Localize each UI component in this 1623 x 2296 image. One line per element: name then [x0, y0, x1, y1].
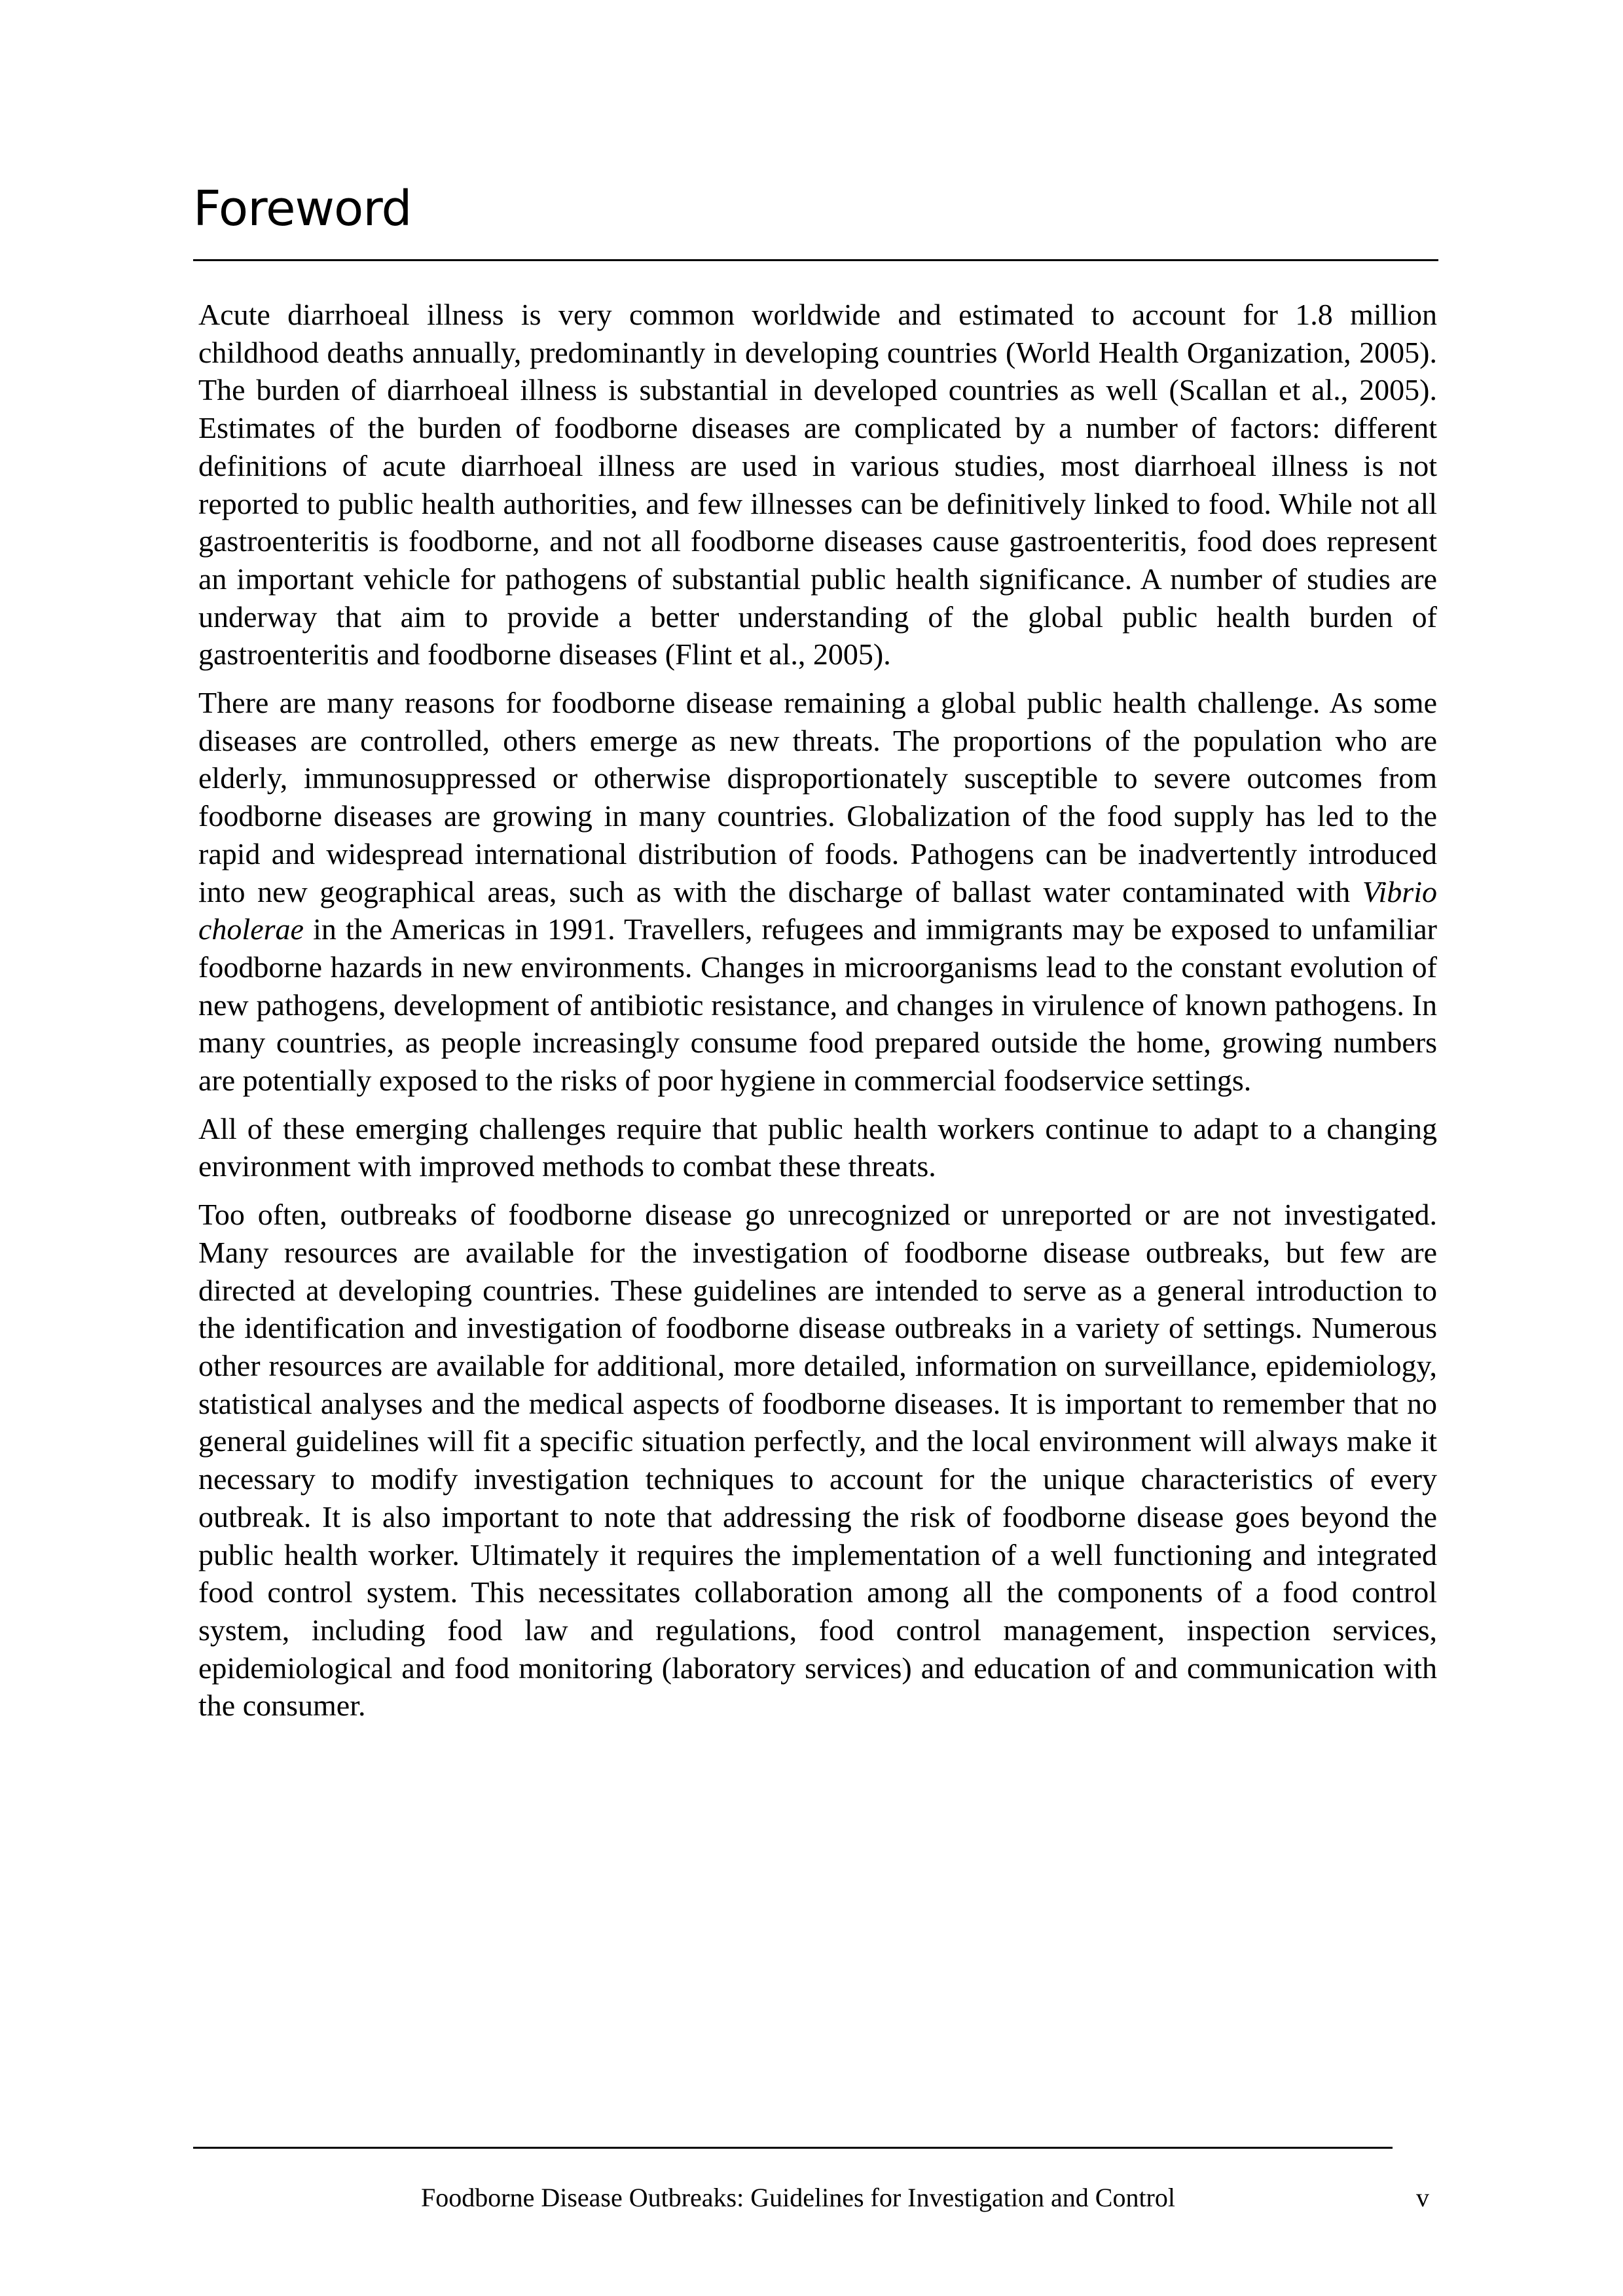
paragraph-2-end: in the Americas in 1991. Travellers, refugees and immigrants may be exposed to unfamiliar foodborne hazards in new environments. Changes in microorganisms lead to the constant evolution of new pathogens, development of antibiotic resistance, and changes in virulence of known pathogens. In many countries, as people increasingly consume food prepared outside the home, growing numbers are potentially exposed to the risks of poor hygiene in commercial foodservice settings. [198, 912, 1437, 1098]
paragraph-2-start: There are many reasons for foodborne disease remaining a global public health challenge. As some diseases are controlled, others emerge as new threats. The proportions of the population who are elderly, immunosuppressed or otherwise disproportionately susceptible to severe outcomes from foodborne diseases are growing in many countries. Globalization of the food supply has led to the rapid and widespread international distribution of foods. Pathogens can be inadvertently introduced into new geographical areas, such as with the discharge of ballast water contaminated with [198, 686, 1437, 908]
footer-document-title: Foodborne Disease Outbreaks: Guidelines for Investigation and Control [421, 2183, 1175, 2212]
paragraph-3: All of these emerging challenges require that public health workers continue to adapt to a changing environment with improved methods to combat these threats. [198, 1111, 1437, 1183]
paragraph-2 [198, 684, 1437, 1100]
title-divider [193, 259, 1438, 261]
footer-divider [193, 2147, 1393, 2149]
page-number: v [1416, 2183, 1429, 2212]
paragraph-1: Acute diarrhoeal illness is very common worldwide and estimated to account for 1.8 million childhood deaths annually, predominantly in developing countries (World Health Organization, 2005). The burden of diarrhoeal illness is substantial in developed countries as well (Scallan et al., 2005). Estimates of the burden of foodborne diseases are complicated by a number of factors: different definitions of acute diarrhoeal illness are used in various studies, most diarrhoeal illness is not reported to public health authorities, and few illnesses can be definitively linked to food. While not all gastroenteritis is foodborne, and not all foodborne diseases cause gastroenteritis, food does represent an important vehicle for pathogens of substantial public health significance. A number of studies are underway that aim to provide a better understanding of the global public health burden of gastroenteritis and foodborne diseases (Flint et al., 2005). [198, 298, 1437, 672]
paragraph-4: Too often, outbreaks of foodborne disease go unrecognized or unreported or are not investigated. Many resources are available for the investigation of foodborne disease outbreaks, but few are directed at developing countries. These guidelines are intended to serve as a general introduction to the identification and investigation of foodborne disease outbreaks in a variety of settings. Numerous other resources are available for additional, more detailed, information on surveillance, epidemiology, statistical analyses and the medical aspects of foodborne diseases. It is important to remember that no general guidelines will fit a specific situation perfectly, and the local environment will always make it necessary to modify investigation techniques to account for the unique characteristics of every outbreak. It is also important to note that addressing the risk of foodborne disease goes beyond the public health worker. Ultimately it requires the implementation of a well functioning and integrated food control system. This necessitates collaboration among all the components of a food control system, including food law and regulations, food control management, inspection services, epidemiological and food monitoring (laboratory services) and education of and communication with the consumer. [198, 1198, 1437, 1723]
body-text [198, 296, 1437, 1735]
species-name: Vibrio cholerae [198, 874, 1437, 946]
page-title: Foreword [193, 181, 412, 237]
